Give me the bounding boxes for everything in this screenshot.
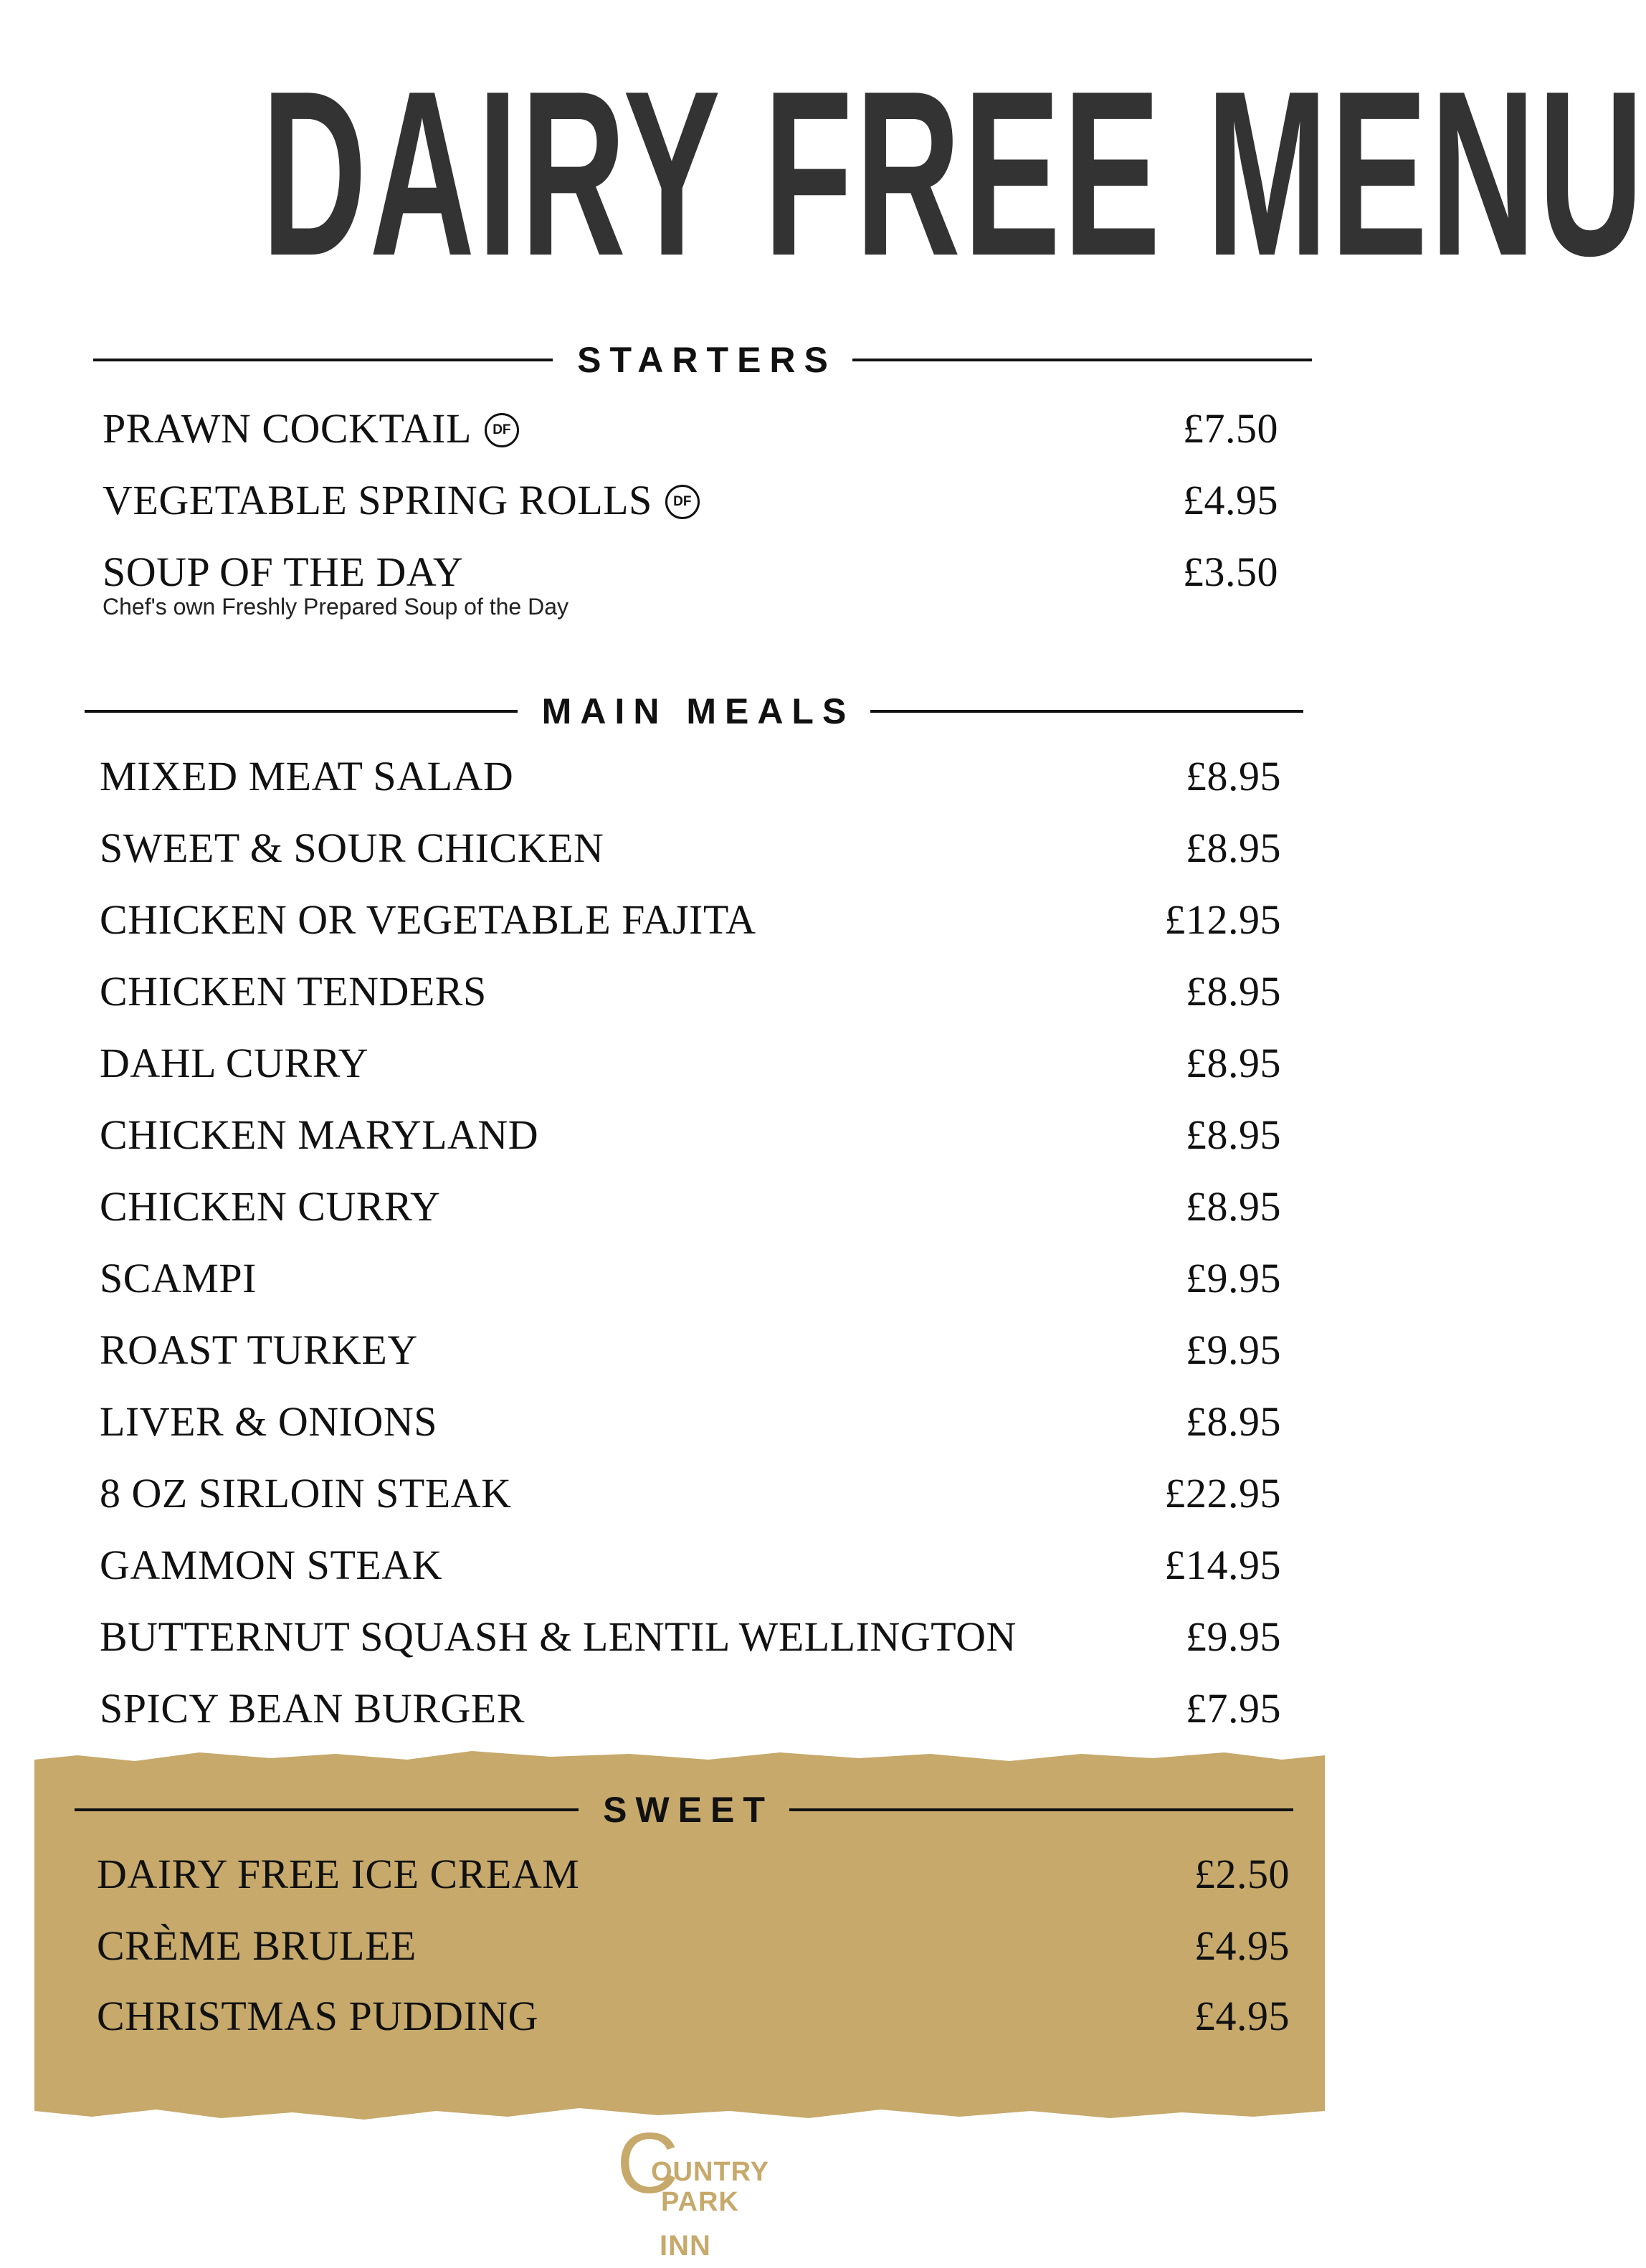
menu-item-price: £8.95 — [1186, 1398, 1281, 1445]
list-item — [100, 1614, 1281, 1660]
menu-item-name: CHRISTMAS PUDDING — [97, 1993, 538, 2039]
menu-item-name: DAIRY FREE ICE CREAM — [97, 1851, 580, 1897]
starters-heading-label: STARTERS — [577, 340, 837, 380]
starters-heading — [93, 340, 1312, 380]
menu-item-price: £7.50 — [1183, 405, 1278, 452]
brush-edge — [34, 1750, 1325, 1767]
menu-item-price: £14.95 — [1164, 1542, 1281, 1588]
menu-item-price: £7.95 — [1186, 1685, 1281, 1732]
menu-item-name: CHICKEN TENDERS — [100, 968, 487, 1015]
menu-item-name: VEGETABLE SPRING ROLLS — [103, 477, 652, 523]
menu-item-price: £8.95 — [1186, 753, 1281, 800]
menu-item-price: £8.95 — [1186, 1111, 1281, 1158]
menu-item-name: PRAWN COCKTAIL — [103, 405, 472, 452]
main-meals-heading — [85, 691, 1303, 731]
menu-item-name: GAMMON STEAK — [100, 1542, 443, 1588]
menu-item-name: CHICKEN OR VEGETABLE FAJITA — [100, 896, 756, 943]
logo-line-1: OUNTRY — [651, 2157, 770, 2187]
menu-item-name: CHICKEN MARYLAND — [100, 1111, 539, 1158]
sweet-heading-label: SWEET — [603, 1790, 774, 1830]
brush-edge — [34, 2104, 1325, 2121]
menu-item-price: £9.95 — [1186, 1255, 1281, 1301]
menu-item-name: 8 OZ SIRLOIN STEAK — [100, 1470, 512, 1517]
menu-item-name: SOUP OF THE DAY — [103, 549, 464, 595]
menu-title: DAIRY FREE MENU — [261, 42, 1646, 305]
logo-line-2: PARK — [661, 2187, 739, 2217]
list-item — [97, 1851, 1290, 1897]
list-item — [100, 1471, 1281, 1517]
menu-item-name: CRÈME BRULEE — [97, 1922, 417, 1969]
menu-item-name: SWEET & SOUR CHICKEN — [100, 825, 604, 871]
list-item — [100, 1256, 1281, 1301]
list-item — [100, 1399, 1281, 1445]
dairy-free-badge: DF — [485, 413, 519, 447]
menu-item-note: Chef's own Freshly Prepared Soup of the Day — [103, 594, 569, 620]
menu-item-name: MIXED MEAT SALAD — [100, 753, 514, 800]
logo-line-3: INN — [660, 2230, 711, 2262]
sweet-heading — [75, 1790, 1293, 1830]
menu-item-name: CHICKEN CURRY — [100, 1183, 441, 1230]
menu-item-name: BUTTERNUT SQUASH & LENTIL WELLINGTON — [100, 1613, 1017, 1660]
list-item — [100, 1184, 1281, 1230]
divider — [85, 710, 518, 713]
menu-item-name: SCAMPI — [100, 1255, 257, 1301]
divider — [93, 359, 553, 361]
divider — [852, 359, 1312, 361]
list-item — [103, 478, 1278, 523]
list-item — [100, 897, 1281, 943]
menu-item-price: £8.95 — [1186, 1183, 1281, 1230]
list-item — [100, 1112, 1281, 1158]
list-item — [103, 406, 1278, 452]
divider — [870, 710, 1303, 713]
country-park-inn-logo — [617, 2115, 774, 2264]
menu-item-price: £9.95 — [1186, 1613, 1281, 1660]
divider — [75, 1808, 579, 1811]
menu-item-name: DAHL CURRY — [100, 1040, 369, 1086]
list-item — [100, 1542, 1281, 1588]
list-item — [100, 754, 1281, 800]
menu-item-name: SPICY BEAN BURGER — [100, 1685, 525, 1732]
menu-item-price: £4.95 — [1194, 1922, 1290, 1969]
list-item — [97, 1993, 1290, 2039]
list-item — [100, 825, 1281, 871]
list-item — [97, 1923, 1290, 1969]
menu-item-price: £8.95 — [1186, 968, 1281, 1015]
main-meals-heading-label: MAIN MEALS — [541, 691, 855, 731]
list-item — [103, 549, 1278, 595]
menu-item-price: £3.50 — [1183, 549, 1278, 595]
list-item — [100, 1040, 1281, 1086]
list-item — [100, 1686, 1281, 1732]
menu-item-price: £4.95 — [1194, 1993, 1290, 2039]
menu-item-price: £12.95 — [1164, 896, 1281, 943]
logo-initial: C — [617, 2115, 679, 2211]
list-item — [100, 969, 1281, 1015]
menu-item-price: £9.95 — [1186, 1327, 1281, 1373]
menu-item-price: £8.95 — [1186, 825, 1281, 871]
menu-item-price: £4.95 — [1183, 477, 1278, 523]
menu-item-price: £22.95 — [1164, 1470, 1281, 1517]
menu-item-price: £8.95 — [1186, 1040, 1281, 1086]
menu-item-name: LIVER & ONIONS — [100, 1398, 437, 1445]
dairy-free-badge: DF — [665, 485, 700, 519]
list-item — [100, 1327, 1281, 1373]
menu-item-price: £2.50 — [1194, 1851, 1290, 1897]
divider — [789, 1808, 1293, 1811]
menu-item-name: ROAST TURKEY — [100, 1327, 418, 1373]
